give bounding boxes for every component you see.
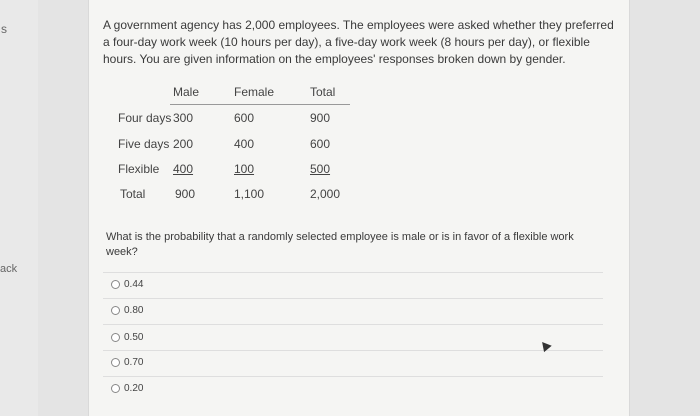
table-row-label: Five days — [118, 137, 170, 151]
table-cell-male: 400 — [173, 162, 194, 176]
table-header-rule — [170, 104, 350, 105]
radio-button-icon[interactable] — [111, 280, 120, 289]
option-separator — [103, 298, 603, 299]
question-intro: A government agency has 2,000 employees. The employees were asked whether they preferred a four-day work week (10 hours per day), a five-day work week (8 hours per day), or flexible hours. You are given information on the employees' responses broken down by gender. — [103, 18, 614, 66]
table-header-male: Male — [173, 85, 200, 99]
table-cell-total: 900 — [310, 111, 331, 125]
option-separator — [103, 324, 603, 325]
table-header-female: Female — [234, 85, 275, 99]
radio-button-icon[interactable] — [111, 358, 120, 367]
edge-text-top: s — [1, 22, 7, 36]
table-row-label: Total — [120, 187, 146, 201]
table-cell-female: 600 — [234, 111, 255, 125]
radio-button-icon[interactable] — [111, 306, 120, 315]
answer-option-3[interactable] — [111, 329, 143, 345]
answer-option-1[interactable] — [111, 276, 143, 292]
question-panel — [88, 0, 630, 416]
radio-button-icon[interactable] — [111, 333, 120, 342]
answer-option-label: 0.80 — [124, 304, 144, 316]
table-cell-total: 500 — [310, 162, 331, 176]
left-edge-strip — [0, 0, 38, 416]
answer-option-label: 0.70 — [124, 356, 144, 368]
answer-option-5[interactable] — [111, 380, 143, 396]
table-cell-female: 400 — [234, 137, 255, 151]
table-cell-male: 300 — [173, 111, 194, 125]
option-separator — [103, 376, 603, 377]
radio-button-icon[interactable] — [111, 384, 120, 393]
answer-option-label: 0.20 — [124, 382, 144, 394]
answer-option-2[interactable] — [111, 302, 143, 318]
question-prompt: What is the probability that a randomly selected employee is male or is in favor of a flexible work week? — [106, 231, 574, 258]
answer-option-4[interactable] — [111, 354, 143, 370]
table-header-total: Total — [310, 85, 336, 99]
table-cell-female: 1,100 — [234, 187, 265, 201]
table-row-label: Four days — [118, 111, 172, 125]
answer-option-label: 0.50 — [124, 331, 144, 343]
table-cell-male: 900 — [175, 187, 196, 201]
edge-text-back[interactable]: ack — [0, 263, 18, 275]
option-separator — [103, 272, 603, 273]
answer-option-label: 0.44 — [124, 278, 144, 290]
table-cell-female: 100 — [234, 162, 255, 176]
table-row-label: Flexible — [118, 162, 160, 176]
table-cell-total: 600 — [310, 137, 331, 151]
table-cell-total: 2,000 — [310, 187, 341, 201]
table-cell-male: 200 — [173, 137, 194, 151]
option-separator — [103, 350, 603, 351]
